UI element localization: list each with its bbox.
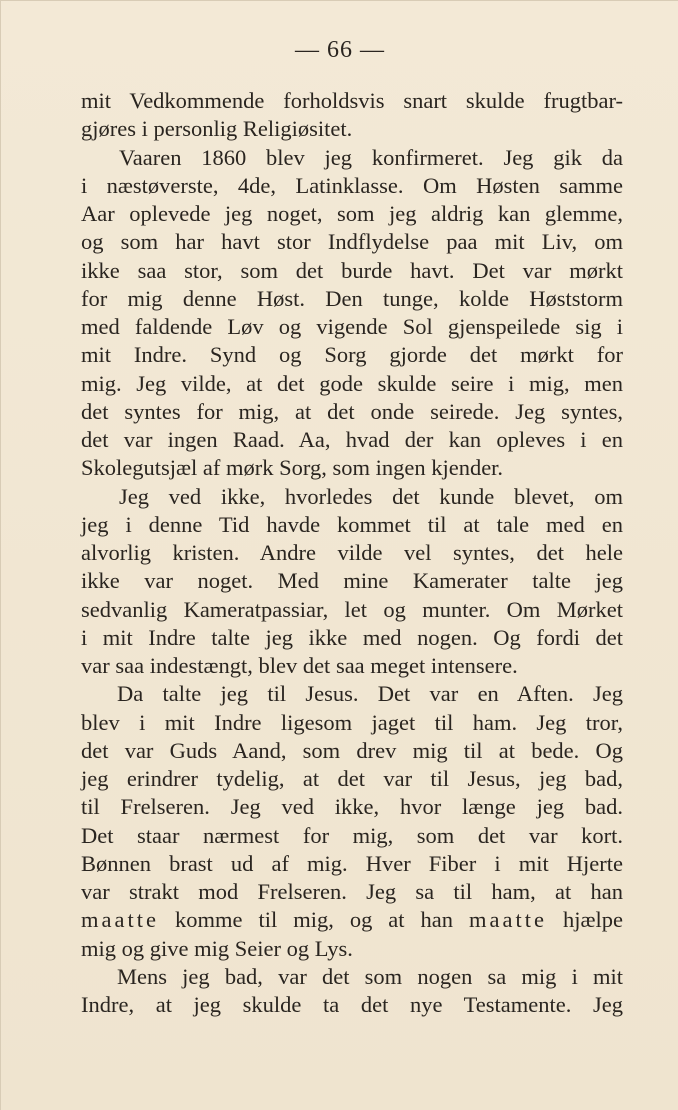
text-line: Aar oplevede jeg noget, som jeg aldrig kan glemme, — [81, 201, 623, 226]
page-number: — 66 — — [295, 37, 385, 63]
text-line: med faldende Løv og vigende Sol gjenspeilede sig i — [81, 314, 623, 339]
text-line: sedvanlig Kameratpassiar, let og munter. Om Mørket — [81, 596, 623, 622]
text-line: var strakt mod Frelseren. Jeg sa til ham, at han — [81, 879, 623, 904]
text-line: gjøres i personlig Religiøsitet. — [81, 116, 353, 142]
text-line: det var Guds Aand, som drev mig til at bede. Og — [81, 737, 623, 763]
body-text — [81, 87, 623, 1019]
text-line: var saa indestængt, blev det saa meget intensere. — [81, 653, 518, 678]
text-line: Det staar nærmest for mig, som det var kort. — [81, 822, 623, 848]
text-run: hjælpe — [547, 907, 623, 933]
text-line: ikke var noget. Med mine Kamerater talte jeg — [81, 568, 623, 594]
text-line: det var ingen Raad. Aa, hvad der kan opleves i en — [81, 427, 623, 452]
text-line: mit Indre. Synd og Sorg gjorde det mørkt for — [81, 342, 623, 368]
spaced-emphasis: maatte — [469, 907, 547, 933]
text-line: mit Vedkommende forholdsvis snart skulde frugtbar- — [81, 88, 623, 113]
text-line: Skolegutsjæl af mørk Sorg, som ingen kjender. — [81, 455, 504, 481]
paragraph-start-line: Da talte jeg til Jesus. Det var en Aften. Jeg — [117, 681, 623, 707]
text-line: ikke saa stor, som det burde havt. Det var mørkt — [81, 257, 623, 283]
text-line: alvorlig kristen. Andre vilde vel syntes, det hele — [81, 540, 623, 565]
spaced-emphasis: maatte — [81, 907, 159, 933]
text-line-emphasis — [81, 906, 623, 934]
text-run: komme til mig, og at han — [158, 907, 470, 933]
text-line: i næstøverste, 4de, Latinklasse. Om Høsten samme — [81, 172, 623, 198]
text-line: Bønnen brast ud af mig. Hver Fiber i mit Hjerte — [81, 850, 623, 876]
text-line: og som har havt stor Indflydelse paa mit Liv, om — [81, 229, 623, 255]
text-line: i mit Indre talte jeg ikke med nogen. Og fordi det — [81, 624, 623, 650]
text-line: til Frelseren. Jeg ved ikke, hvor længe jeg bad. — [81, 794, 623, 820]
text-line: mig. Jeg vilde, at det gode skulde seire i mig, men — [81, 370, 623, 396]
text-line: blev i mit Indre ligesom jaget til ham. Jeg tror, — [81, 709, 623, 735]
paragraph-start-line: Vaaren 1860 blev jeg konfirmeret. Jeg gik da — [119, 144, 623, 170]
text-line: for mig denne Høst. Den tunge, kolde Høststorm — [81, 285, 623, 311]
text-line: jeg i denne Tid havde kommet til at tale med en — [81, 511, 623, 537]
text-line: Indre, at jeg skulde ta det nye Testamente. Jeg — [81, 992, 623, 1017]
text-line: det syntes for mig, at det onde seirede. Jeg syntes, — [81, 398, 623, 424]
text-line: mig og give mig Seier og Lys. — [81, 935, 353, 961]
paragraph-start-line: Mens jeg bad, var det som nogen sa mig i mit — [117, 963, 623, 989]
paragraph-start-line: Jeg ved ikke, hvorledes det kunde blevet, om — [119, 483, 623, 509]
text-line: jeg erindrer tydelig, at det var til Jesus, jeg bad, — [81, 766, 623, 791]
